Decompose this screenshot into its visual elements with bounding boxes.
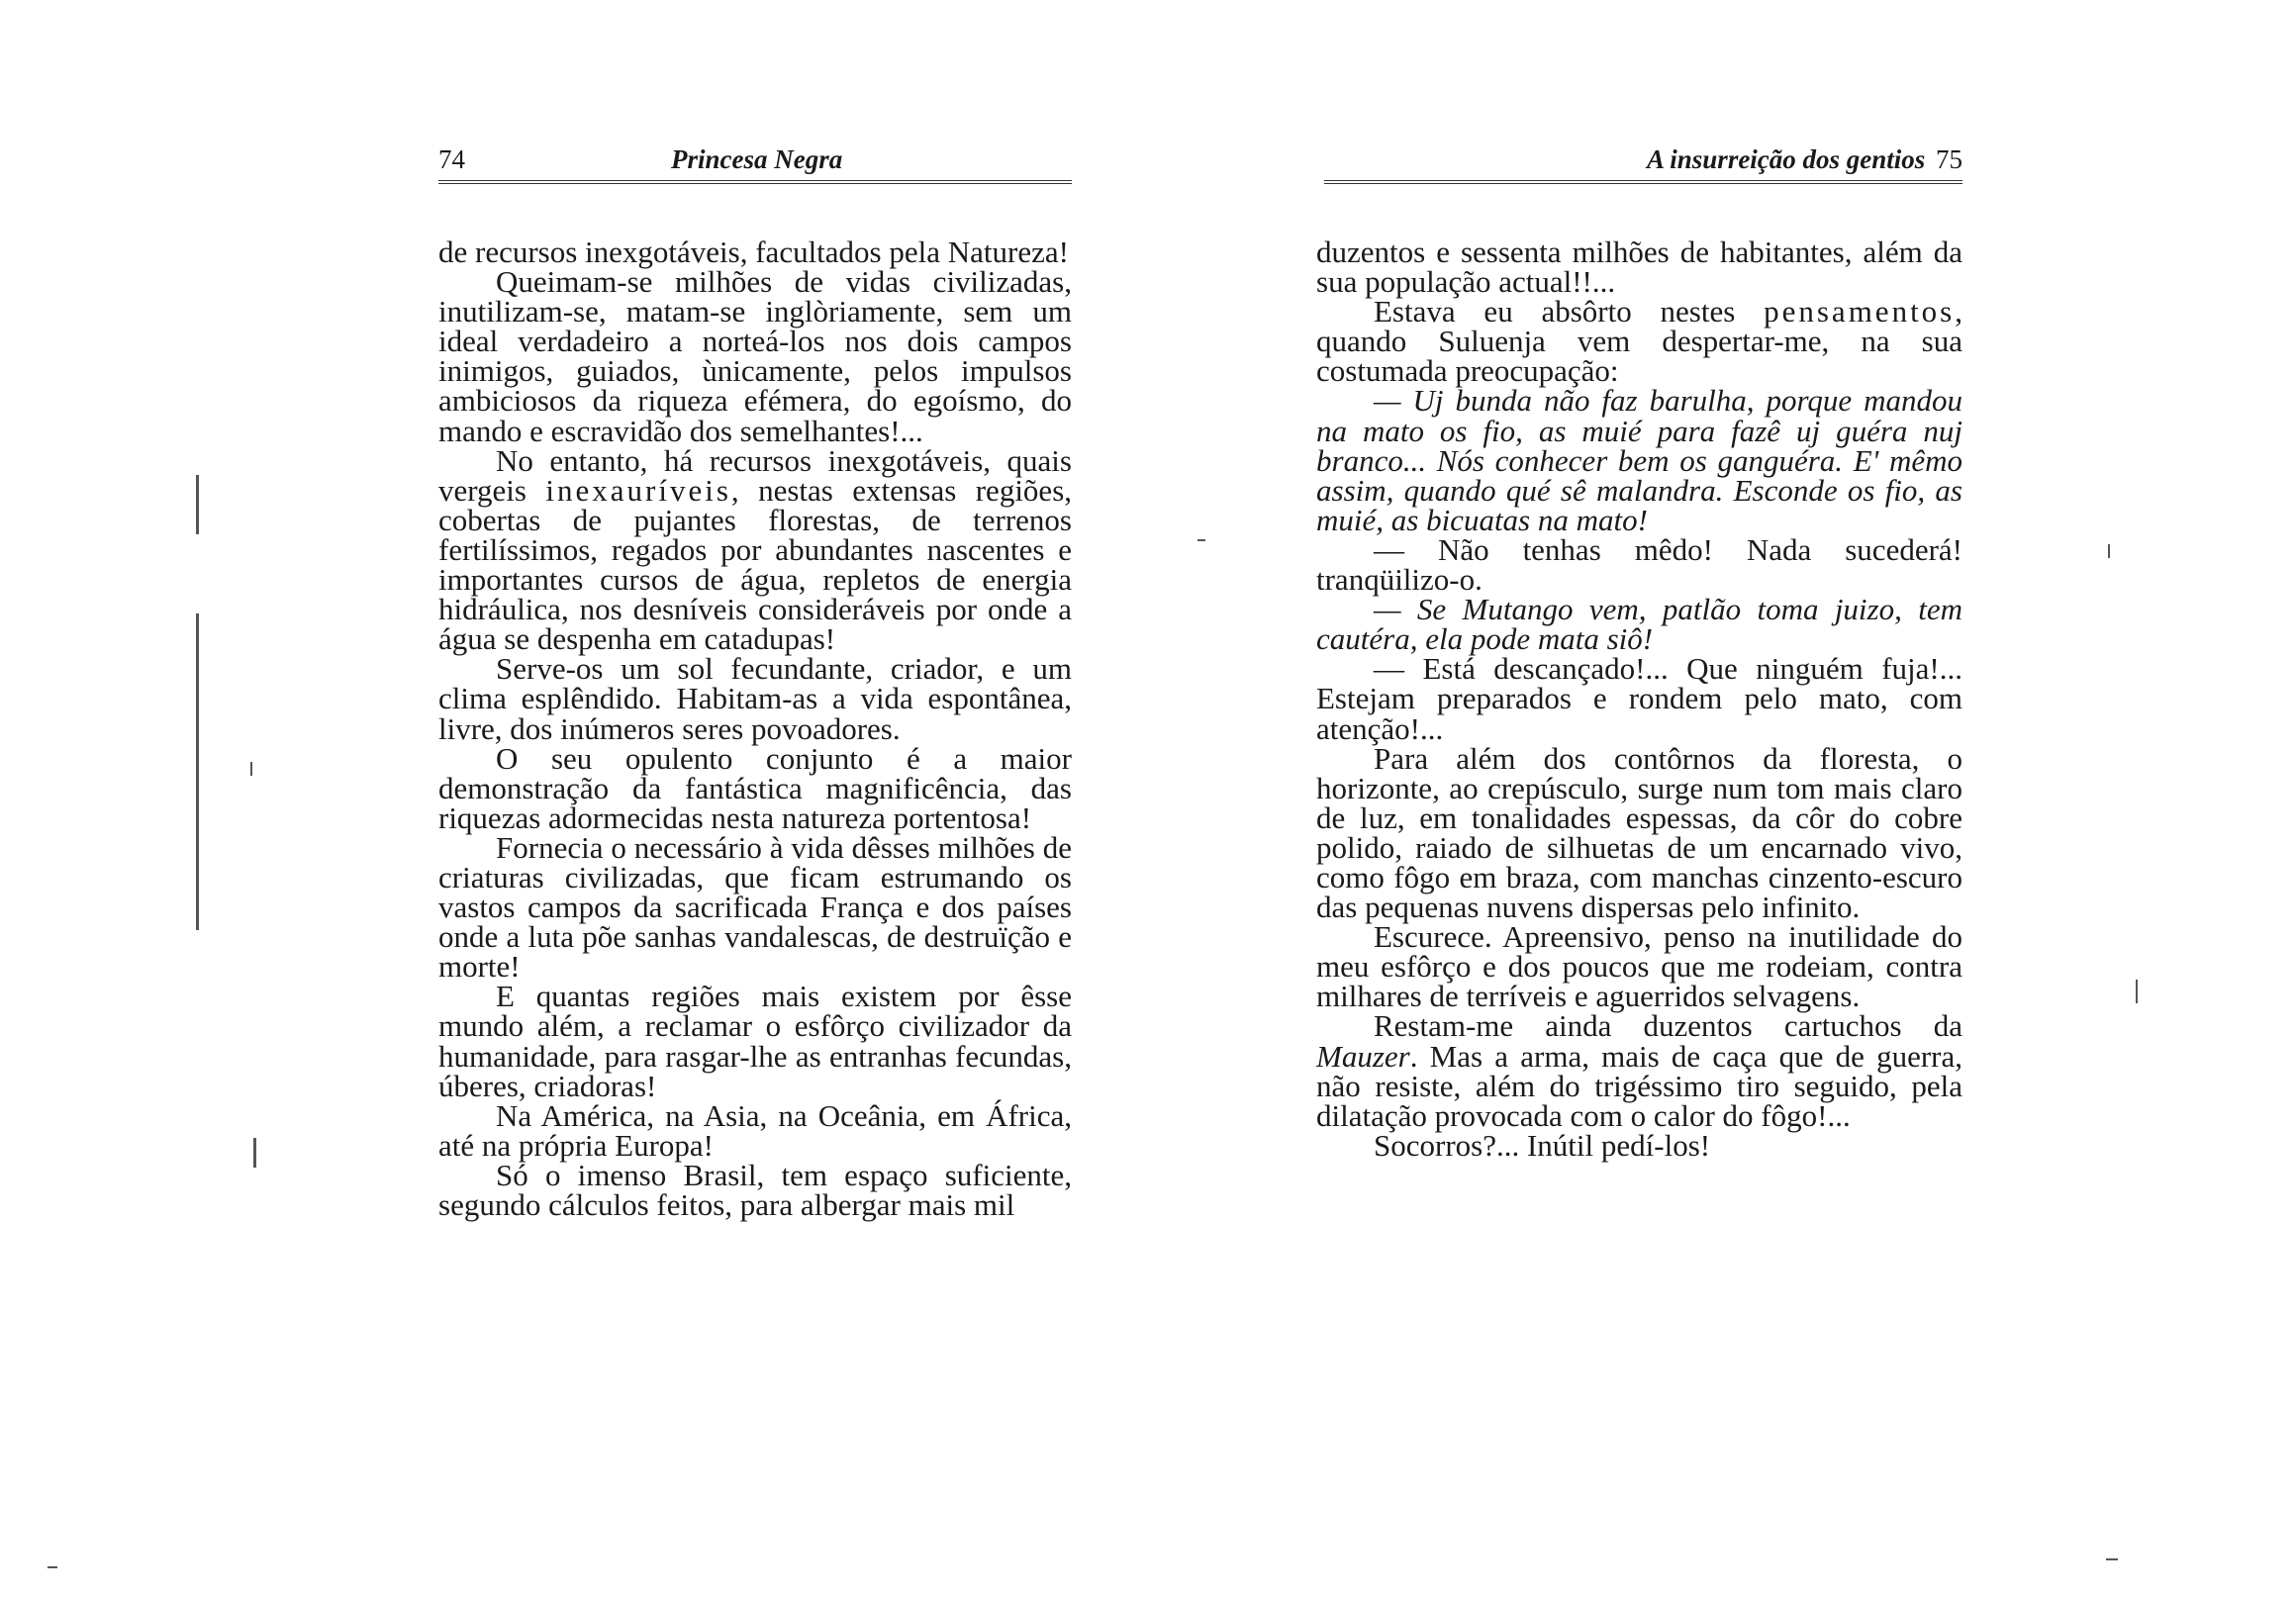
paragraph: O seu opulento conjunto é a maior demonstração da fantástica magnificência, das riquezas adormecidas nesta natureza portentosa! xyxy=(438,740,1072,835)
text-run: Estava eu absôrto nestes xyxy=(1374,294,1736,329)
left-page-header xyxy=(438,139,1072,184)
paragraph: Serve-os um sol fecundante, criador, e um clima esplêndido. Habitam-as a vida espontânea, livre, dos inúmeros seres povoadores. xyxy=(438,651,1072,746)
right-page-header xyxy=(1324,139,1962,184)
text-run: Restam-me ainda duzentos cartuchos da xyxy=(1374,1008,1962,1044)
scan-mark xyxy=(2106,1558,2118,1560)
right-running-title: A insurreição dos gentios xyxy=(1647,144,1926,174)
left-page-number: 74 xyxy=(438,144,465,174)
dialogue-paragraph: — Uj bunda não faz barulha, porque mandou na mato os fio, as muié para fazê uj guéra nuj branco... Nós conhecer bem os ganguéra. E' mêmo assim, quando qué sê malandra. Esconde os fio, as muié, as bicuatas na mato! xyxy=(1316,383,1962,537)
paragraph: Para além dos contôrnos da floresta, o horizonte, ao crepúsculo, surge num tom mais claro de luz, em tonalidades espessas, da côr do cobre polido, raiado de silhuetas de um encarnado vivo, como fôgo em braza, com manchas cinzento-escuro das pequenas nuvens dispersas pelo infinito. xyxy=(1316,740,1962,925)
right-page-number: 75 xyxy=(1936,144,1962,174)
paragraph xyxy=(438,442,1073,657)
paragraph xyxy=(1316,294,1962,389)
scan-mark xyxy=(2136,980,2138,1003)
scan-mark xyxy=(1197,539,1205,541)
paragraph: duzentos e sessenta milhões de habitantes, além da sua população actual!!... xyxy=(1316,235,1962,300)
paragraph: Escurece. Apreensivo, penso na inutilidade do meu esfôrço e dos poucos que me rodeiam, contra milhares de terríveis e aguerridos selvagens. xyxy=(1316,919,1962,1014)
scan-mark xyxy=(250,762,252,776)
dialogue-paragraph: — Se Mutango vem, patlão toma juizo, tem cautéra, ela pode mata siô! xyxy=(1316,592,1962,657)
paragraph: Queimam-se milhões de vidas civilizadas, inutilizam-se, matam-se inglòriamente, sem um ideal verdadeiro a norteá-los nos dois campos inimigos, guiados, ùnicamente, pelos impulsos ambiciosos da riqueza efémera, do egoísmo, do mando e escravidão dos semelhantes!... xyxy=(438,264,1072,448)
paragraph: Na América, na Asia, na Oceânia, em África, até na própria Europa! xyxy=(438,1097,1072,1163)
paragraph: de recursos inexgotáveis, facultados pela Natureza! xyxy=(438,235,1069,269)
text-run: . Mas a arma, mais de caça que de guerra, não resiste, além do trigéssimo tiro seguido, pela dilatação provocada com o calor do fôgo!... xyxy=(1316,1038,1962,1133)
paragraph: — Está descançado!... Que ninguém fuja!... Estejam preparados e rondem pelo mato, com atenção!... xyxy=(1316,651,1962,746)
paragraph: Só o imenso Brasil, tem espaço suficiente, segundo cálculos feitos, para albergar mais mil xyxy=(438,1157,1072,1222)
paragraph: E quantas regiões mais existem por êsse mundo além, a reclamar o esfôrço civilizador da humanidade, para rasgar-lhe as entranhas fecundas, úberes, criadoras! xyxy=(438,979,1072,1103)
text-run: , quando Suluenja vem despertar-me, na sua costumada preocupação: xyxy=(1316,294,1962,389)
right-page xyxy=(1148,0,2296,1599)
italic-word: Mauzer xyxy=(1316,1038,1410,1074)
left-page-body xyxy=(438,237,1072,1220)
scan-mark xyxy=(253,1138,256,1168)
scan-mark xyxy=(196,475,199,534)
paragraph: Socorros?... Inútil pedí-los! xyxy=(1374,1127,1711,1163)
scan-mark xyxy=(48,1566,57,1568)
spaced-word: inexauríveis xyxy=(545,472,731,508)
text-run: No entanto, há recursos inexgotáveis, quais vergeis xyxy=(438,442,1072,508)
paragraph: Fornecia o necessário à vida dêsses milhões de criaturas civilizadas, que ficam estrumando os vastos campos da sacrificada França e dos países onde a luta põe sanhas vandalescas, de destruïção e morte! xyxy=(438,829,1072,985)
text-run: , nestas extensas regiões, cobertas de pujantes florestas, de terrenos fertilíssimos, regados por abundantes nascentes e importantes cursos de água, repletos de energia hidráulica, nos desníveis consideráveis por onde a água se despenha em catadupas! xyxy=(438,472,1073,657)
right-page-body xyxy=(1316,237,1962,1161)
left-running-title: Princesa Negra xyxy=(671,144,843,174)
paragraph xyxy=(1316,1008,1962,1133)
scan-mark xyxy=(2108,544,2110,558)
paragraph: — Não tenhas mêdo! Nada sucederá! tranqüilizo-o. xyxy=(1316,531,1962,598)
scan-mark xyxy=(196,613,199,930)
spaced-word: pensamentos xyxy=(1764,294,1956,329)
